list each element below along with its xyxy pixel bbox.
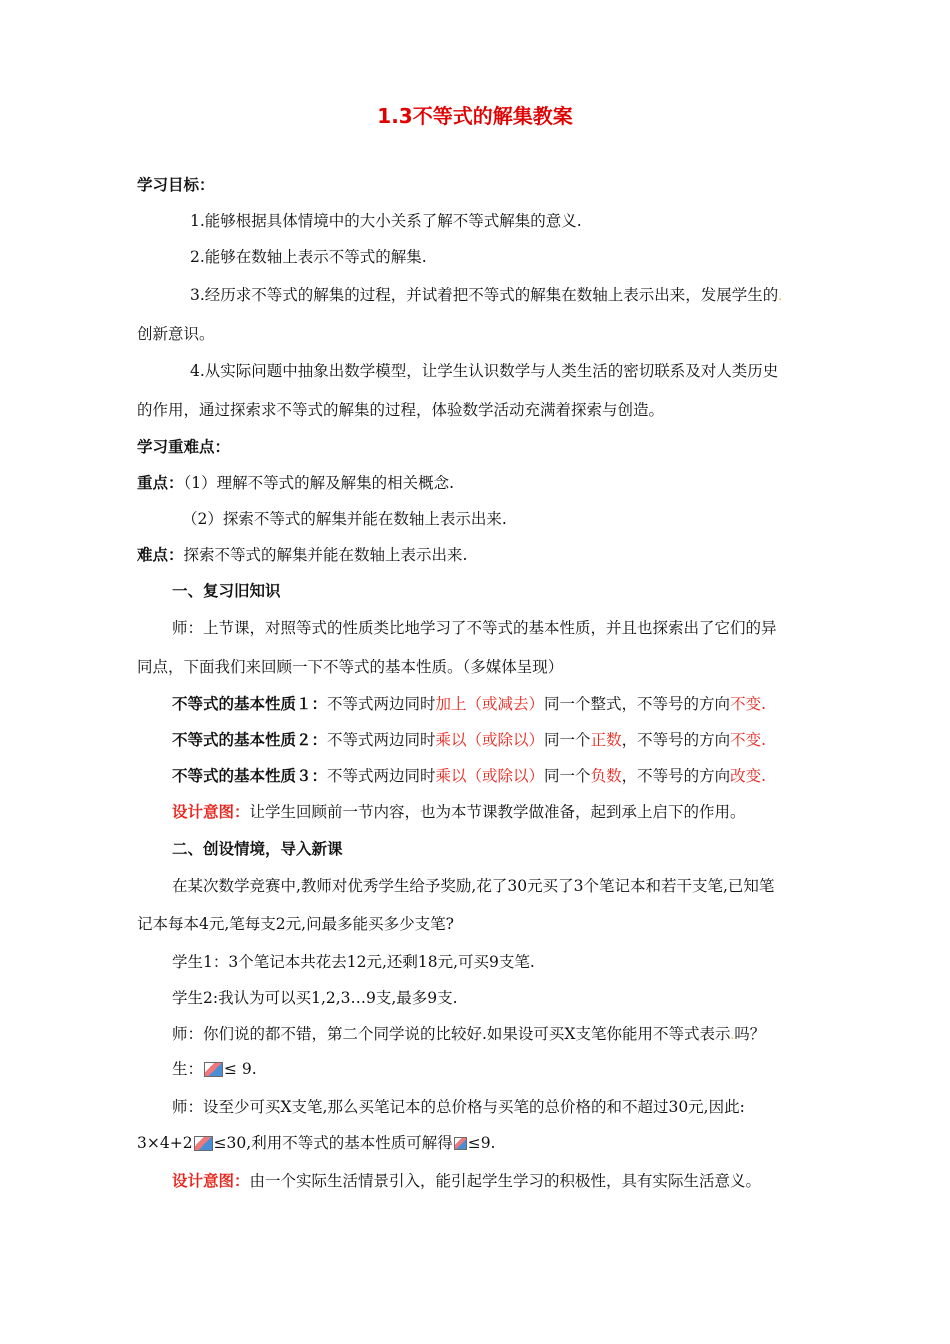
focus-line-1: 重点：（1）理解不等式的解及解集的相关概念. <box>137 474 455 492</box>
objective-item-3: 3.经历求不等式的解集的过程，并试着把不等式的解集在数轴上表示出来，发展学生的. <box>190 286 783 304</box>
objective-item-1: 1.能够根据具体情境中的大小关系了解不等式解集的意义. <box>190 212 582 230</box>
formula-image-icon <box>454 1137 467 1150</box>
inequality-derivation: 3×4+2 ≤30,利用不等式的基本性质可解得 ≤9. <box>137 1134 496 1152</box>
objective-item-2: 2.能够在数轴上表示不等式的解集. <box>190 248 427 266</box>
teacher-setup: 师：设至少可买X支笔,那么买笔记本的总价格与买笔的总价格的和不超过30元,因此: <box>172 1098 745 1116</box>
property-2: 不等式的基本性质２：不等式两边同时乘以（或除以）同一个正数，不等号的方向不变. <box>172 731 767 749</box>
revision-mark: . <box>778 289 783 303</box>
section1-heading: 一、复习旧知识 <box>172 582 281 600</box>
section1-para-1: 师：上节课，对照等式的性质类比地学习了不等式的基本性质，并且也探索出了它们的异 <box>172 619 777 637</box>
objective-item-4: 4.从实际问题中抽象出数学模型，让学生认识数学与人类生活的密切联系及对人类历史 <box>190 362 779 380</box>
student-1-answer: 学生1：3个笔记本共花去12元,还剩18元,可买9支笔. <box>172 953 535 971</box>
section1-design-intent: 设计意图：让学生回顾前一节内容，也为本节课教学做准备，起到承上启下的作用。 <box>172 803 746 821</box>
formula-image-icon <box>204 1062 223 1077</box>
property-3: 不等式的基本性质３：不等式两边同时乘以（或除以）同一个负数，不等号的方向改变. <box>172 767 767 785</box>
student-inequality: 生： ≤ 9. <box>172 1060 257 1078</box>
focus-line-2: （2）探索不等式的解集并能在数轴上表示出来. <box>182 510 507 528</box>
section2-heading: 二、创设情境，导入新课 <box>172 840 343 858</box>
formula-image-icon <box>194 1136 213 1151</box>
section2-design-intent: 设计意图：由一个实际生活情景引入，能引起学生学习的积极性，具有实际生活意义。 <box>172 1172 762 1190</box>
objectives-heading: 学习目标： <box>137 176 215 194</box>
difficulty-line: 难点：探索不等式的解集并能在数轴上表示出来. <box>137 546 468 564</box>
objective-item-3-cont: 创新意识。 <box>137 325 215 343</box>
objective-item-4-cont: 的作用，通过探索求不等式的解集的过程，体验数学活动充满着探索与创造。 <box>137 401 665 419</box>
revision-mark: . <box>730 1028 735 1042</box>
section2-para-1: 在某次数学竞赛中,教师对优秀学生给予奖励,花了30元买了3个笔记本和若干支笔,已知笔 <box>172 877 775 895</box>
section2-para-2: 记本每本4元,笔每支2元,问最多能买多少支笔? <box>137 915 454 933</box>
property-1: 不等式的基本性质１：不等式两边同时加上（或减去）同一个整式，不等号的方向不变. <box>172 695 766 713</box>
teacher-question: 师：你们说的都不错，第二个同学说的比较好.如果设可买X支笔你能用不等式表示.吗？ <box>172 1025 766 1043</box>
section1-para-2: 同点，下面我们来回顾一下不等式的基本性质。（多媒体呈现） <box>137 658 564 676</box>
key-points-heading: 学习重难点： <box>137 438 231 456</box>
student-2-answer: 学生2:我认为可以买1,2,3…9支,最多9支. <box>172 989 458 1007</box>
page-title: 1.3不等式的解集教案 <box>377 104 573 128</box>
